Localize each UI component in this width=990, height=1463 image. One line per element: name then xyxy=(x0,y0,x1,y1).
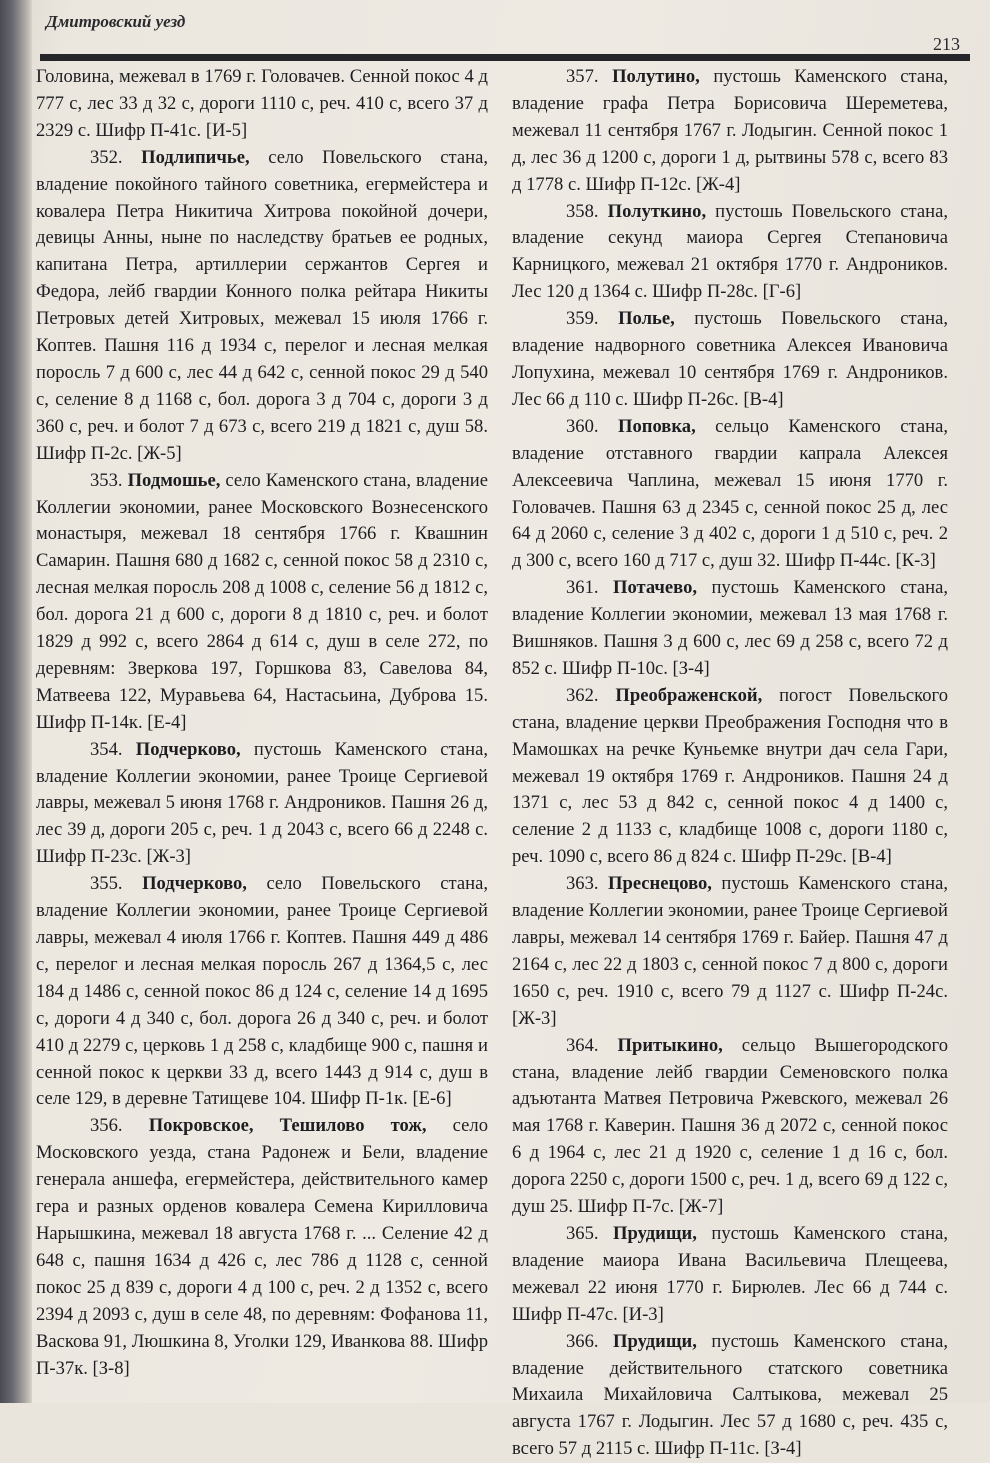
entry-text: пустошь Каменского стана, владение Коллегии экономии, ранее Троице Сергиевой лавры, межевал 14 сентября 1769 г. Байер. Пашня 47 д 2164 с, лес 22 д 1803 с, сенной покос 7 д 800 с, дороги 1650 с, реч. 1910 с, всего 79 д 1127 с. Шифр П-24с. [Ж-3] xyxy=(512,873,948,1029)
entry-title: Подчерково, xyxy=(142,873,247,895)
entry-title: Подчерково, xyxy=(135,738,241,760)
entry-text: погост Повельского стана, владение церкви Преображения Господня что в Мамошках на речке Куньемке внутри дач села Гари, межевал 19 октября 1769 г. Андроников. Пашня 24 д 1371 с, лес 53 д 842 с, сенной покос 4 д 1400 с, селение 2 д 1133 с, кладбище 1008 с, дороги 1180 с, реч. 1090 с, всего 86 д 824 с. Шифр П-29с. [В-4] xyxy=(512,684,948,868)
entry-number: 359. xyxy=(566,308,599,330)
entry-number: 364. xyxy=(566,1034,599,1056)
entry-text: село Повельского стана, владение покойного тайного советника, егермейстера и ковалера Петра Никитича Хитрова покойной дочери, девицы Анны, ныне по наследству братьев ее родных, капитана Петра, артиллерии сержантов Сергея и Федора, лейб гвардии Конного полка рейтара Никиты Петровых детей Хитровых, межевал 15 июля 1766 г. Коптев. Пашня 116 д 1934 с, перелог и лесная мелкая поросль 7 д 600 с, лес 44 д 642 с, сенной покос 29 д 540 с, селение 8 д 1168 с, бол. дорога 3 д 704 с, дороги 3 д 360 с, реч. и болот 7 д 673 с, всего 219 д 1821 с, душ 58. Шифр П-2с. [Ж-5] xyxy=(36,146,488,464)
entry-text: пустошь Каменского стана, владение маиора Ивана Васильевича Плещеева, межевал 22 июня 1770 г. Бирюлев. Лес 66 д 744 с. Шифр П-47с. [И-3] xyxy=(512,1222,948,1325)
entry-360 xyxy=(512,414,948,575)
entry-title: Потачево, xyxy=(612,577,698,599)
entry-353 xyxy=(36,468,488,737)
entry-number: 366. xyxy=(566,1330,599,1352)
facing-page-edge xyxy=(0,0,32,1403)
entry-title: Подмошье, xyxy=(127,469,221,491)
entry-355 xyxy=(36,871,488,1113)
entry-text: село Каменского стана, владение Коллегии экономии, ранее Московского Вознесенского монастыря, межевал 18 сентября 1766 г. Квашнин Самарин. Пашня 680 д 1682 с, сенной покос 58 д 2310 с, лесная мелкая поросль 208 д 1008 с, селение 56 д 1812 с, бол. дорога 21 д 600 с, дороги 8 д 1810 с, реч. и болот 1829 д 992 с, всего 2864 д 614 с, душ в селе 272, по деревням: Зверкова 197, Горшкова 83, Савелова 84, Матвеева 122, Муравьева 64, Настасьина, Дуброва 15. Шифр П-14к. [Е-4] xyxy=(36,469,488,733)
entry-title: Полье, xyxy=(618,308,675,330)
entry-continuation: Головина, межевал в 1769 г. Головачев. Сенной покос 4 д 777 с, лес 33 д 32 с, дороги 1110 с, реч. 410 с, всего 37 д 2329 с. Шифр П-41с. [И-5] xyxy=(36,66,488,141)
entry-number: 362. xyxy=(566,684,599,706)
entry-text: пустошь Каменского стана, владение Коллегии экономии, ранее Троице Сергиевой лавры, межевал 5 июня 1768 г. Андроников. Пашня 26 д, лес 39 д, дороги 205 с, реч. 1 д 2043 с, всего 66 д 2248 с. Шифр П-23с. [Ж-3] xyxy=(36,738,488,868)
entry-357 xyxy=(512,64,948,199)
entry-363 xyxy=(512,871,948,1032)
entry-title: Прудищи, xyxy=(613,1222,697,1244)
right-column xyxy=(512,64,948,1463)
entry-title: Преснецово, xyxy=(608,873,712,895)
entry-number: 360. xyxy=(566,415,599,437)
entry-text: сельцо Вышегородского стана, владение лейб гвардии Семеновского полка адъютанта Матвея Петровича Ржевского, межевал 26 мая 1768 г. Каверин. Пашня 36 д 2072 с, сенной покос 6 д 1964 с, лес 21 д 1920 с, селение 1 д 16 с, бол. дорога 2250 с, дороги 1500 с, реч. 1 д, всего 69 д 122 с, душ 25. Шифр П-7с. [Ж-7] xyxy=(512,1034,948,1218)
left-column xyxy=(36,64,488,1382)
entry-number: 353. xyxy=(90,469,123,491)
page-number: 213 xyxy=(933,34,960,54)
entry-366 xyxy=(512,1329,948,1463)
entry-number: 365. xyxy=(566,1222,599,1244)
entry-text: пустошь Каменского стана, владение графа Петра Борисовича Шереметева, межевал 11 сентября 1767 г. Лодыгин. Сенной покос 1 д, лес 36 д 1200 с, дороги 1 д, рытвины 578 с, всего 83 д 1778 с. Шифр П-12с. [Ж-4] xyxy=(512,66,948,195)
entry-text: пустошь Повельского стана, владение надворного советника Алексея Ивановича Лопухина, межевал 10 сентября 1769 г. Андроников. Лес 66 д 110 с. Шифр П-26с. [В-4] xyxy=(512,308,948,410)
entry-356 xyxy=(36,1113,488,1382)
entry-text: пустошь Каменского стана, владение действительного статского советника Михаила Михайловича Салтыкова, межевал 25 августа 1767 г. Лодыгин. Лес 57 д 1680 с, реч. 435 с, всего 57 д 2115 с. Шифр П-11с. [З-4] xyxy=(512,1330,948,1460)
running-head: Дмитровский уезд xyxy=(46,12,186,31)
header-rule xyxy=(40,54,970,61)
entry-title: Полутино, xyxy=(612,66,700,87)
entry-352 xyxy=(36,145,488,468)
entry-number: 361. xyxy=(566,577,599,599)
entry-364 xyxy=(512,1033,948,1221)
entry-text: сельцо Каменского стана, владение отставного гвардии капрала Алексея Алексеевича Чаплина, межевал 15 июня 1770 г. Головачев. Пашня 63 д 2345 с, сенной покос 25 д, лес 64 д 2060 с, селение 3 д 402 с, дороги 1 д 510 с, реч. 2 д 300 с, всего 160 д 717 с, душ 32. Шифр П-44с. [К-3] xyxy=(512,415,948,572)
entry-text: село Повельского стана, владение Коллегии экономии, ранее Троице Сергиевой лавры, межевал 4 июля 1766 г. Коптев. Пашня 449 д 486 с, перелог и лесная мелкая поросль 267 д 1364,5 с, лес 184 д 1486 с, сенной покос 86 д 124 с, селение 14 д 1695 с, дороги 4 д 340 с, бол. дорога 26 д 340 с, реч. и болот 410 д 2279 с, церковь 1 д 258 с, кладбище 900 с, пашня и сенной покос к церкви 33 д, всего 1443 д 914 с, душ в селе 129, в деревне Татищеве 104. Шифр П-1к. [Е-6] xyxy=(36,873,488,1110)
entry-title: Полуткино, xyxy=(607,200,707,222)
entry-title: Притыкино, xyxy=(617,1034,723,1056)
entry-title: Покровское, Тешилово тож, xyxy=(148,1115,427,1137)
entry-358 xyxy=(512,199,948,307)
entry-number: 363. xyxy=(566,873,599,895)
entry-number: 357. xyxy=(566,66,599,87)
entry-text: село Московского уезда, стана Радонеж и Бели, владение генерала аншефа, егермейстера, действительного камер гера и разных орденов ковалера Семена Кирилловича Нарышкина, межевал 18 августа 1768 г. ... Селение 42 д 648 с, пашня 1634 д 426 с, лес 786 д 1128 с, сенной покос 25 д 839 с, дороги 4 д 100 с, реч. 2 д 1352 с, всего 2394 д 2093 с, душ в селе 48, по деревням: Фофанова 11, Васкова 91, Люшкина 8, Уголки 129, Иванкова 88. Шифр П-37к. [З-8] xyxy=(36,1115,488,1379)
entry-354 xyxy=(36,737,488,872)
entry-number: 354. xyxy=(90,738,123,760)
entry-text: пустошь Повельского стана, владение секунд маиора Сергея Степановича Карницкого, межевал 21 октября 1770 г. Андроников. Лес 120 д 1364 с. Шифр П-28с. [Г-6] xyxy=(512,200,948,303)
entry-number: 358. xyxy=(566,200,599,222)
entry-number: 355. xyxy=(90,873,123,895)
entry-text: пустошь Каменского стана, владение Коллегии экономии, межевал 13 мая 1768 г. Вишняков. Пашня 3 д 600 с, лес 69 д 258 с, всего 72 д 852 с. Шифр П-10с. [З-4] xyxy=(512,577,948,679)
entry-number: 352. xyxy=(90,146,123,168)
entry-361 xyxy=(512,575,948,683)
entry-359 xyxy=(512,306,948,414)
entry-title: Прудищи, xyxy=(613,1330,697,1352)
entry-362 xyxy=(512,683,948,871)
entry-title: Поповка, xyxy=(618,415,696,437)
entry-title: Подлипичье, xyxy=(141,146,250,168)
entry-number: 356. xyxy=(90,1115,123,1137)
entry-title: Преображенской, xyxy=(615,684,763,706)
entry-365 xyxy=(512,1221,948,1329)
